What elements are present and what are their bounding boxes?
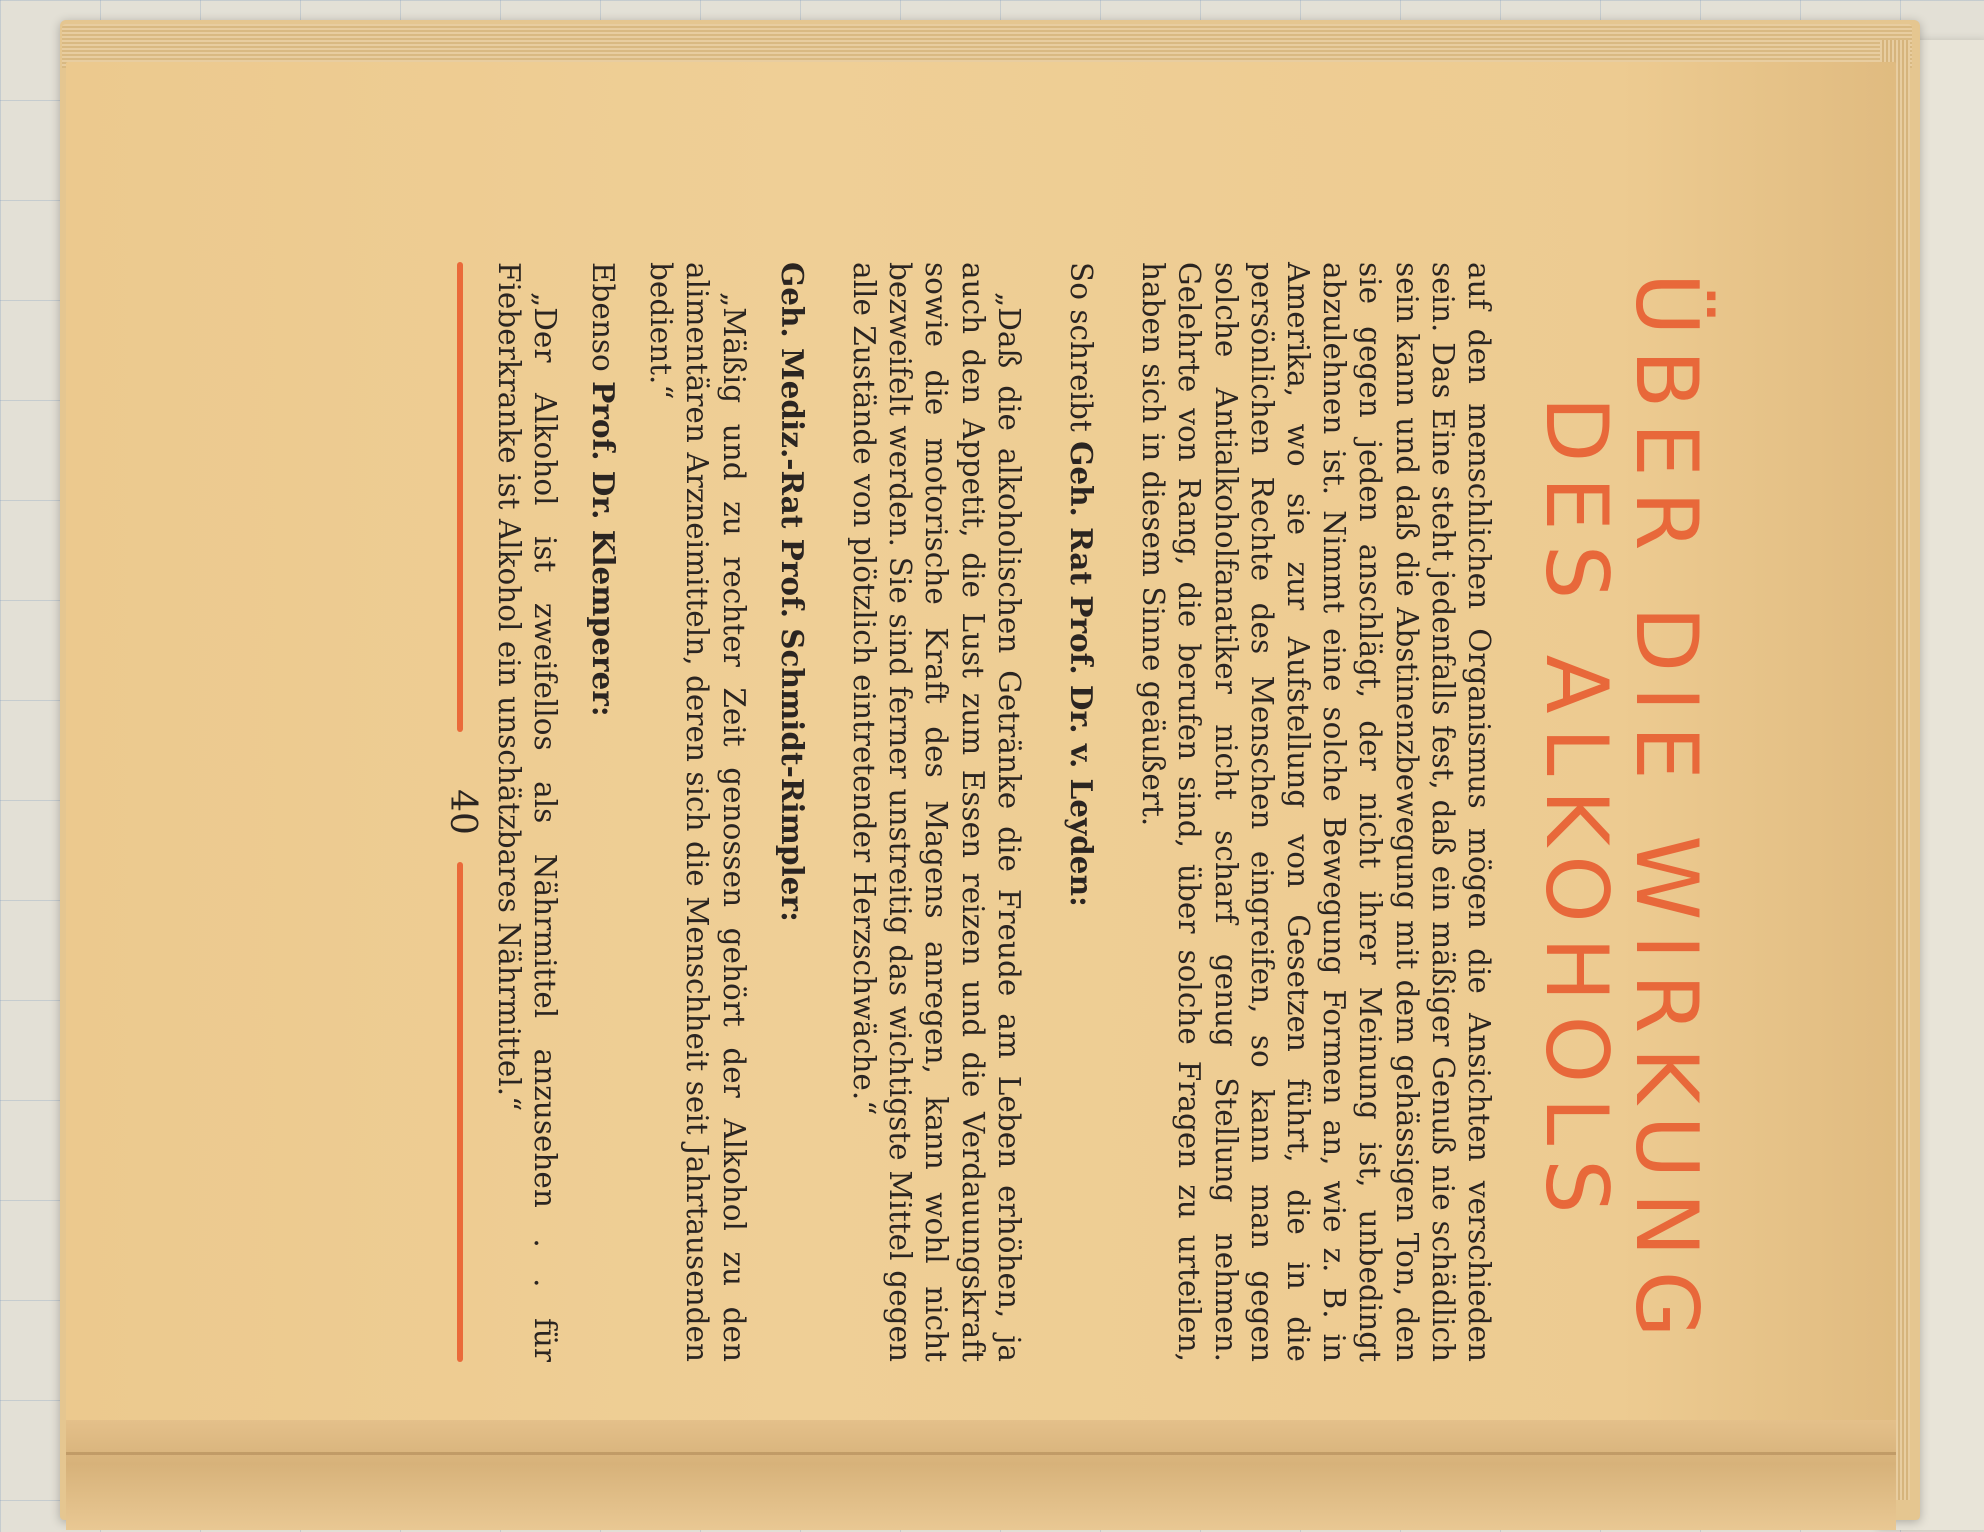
book-gutter <box>66 1420 1896 1530</box>
quote-leyden: „Daß die alkoholischen Getränke die Freude am Leben erhöhen, ja auch den Appetit, die Lust zum Essen reizen und die Verdauungskraft sowie die motorische Kraft des Magens anregen, kann wohl nicht bezweifelt werden. Sie sind ferner unstreitig das wichtigste Mittel gegen alle Zustände von plötzlich eintretender Herzschwäche.“ <box>846 262 1026 1362</box>
intro-prefix: So schreibt <box>1063 262 1098 442</box>
footer-rule-right <box>457 862 463 1362</box>
author-name-leyden: Geh. Rat Prof. Dr. v. Leyden: <box>1063 441 1099 907</box>
page-number: 40 <box>442 789 483 835</box>
quote-intro-klemperer <box>585 262 621 1362</box>
gutter-fold-line <box>66 1452 1896 1455</box>
intro-prefix-ebenso: Ebenso <box>585 262 620 382</box>
paragraph-intro: auf den menschlichen Organismus mögen die Ansichten verschieden sein. Das Eine steht jedenfalls fest, daß ein mäßiger Genuß nie schädlich sein kann und daß die Abstinenzbewegung mit dem gehässigen Ton, den sie gegen jeden anschlägt, der nicht ihrer Meinung ist, unbedingt abzulehnen ist. Nimmt eine solche Bewegung Formen an, wie z. B. in Amerika, wo sie zur Aufstellung von Gesetzen führt, die in die persönlichen Rechte des Menschen eingreifen, so kann man gegen solche Antialkoholfanatiker nicht scharf genug Stellung nehmen. Gelehrte von Rang, die berufen sind, über solche Fragen zu urteilen, haben sich in diesem Sinne geäußert. <box>1136 262 1496 1362</box>
footer-rule-left <box>457 262 463 732</box>
title-line-2: DES ALKOHOLS <box>1526 396 1626 1228</box>
footer-rule <box>441 262 481 1362</box>
page-title <box>1526 262 1716 1362</box>
quote-klemperer: „Der Alkohol ist zweifellos als Nährmittel anzusehen . . für Fieberkranke ist Alkohol ein unschätzbares Nährmittel.“ <box>491 262 562 1362</box>
quote-intro-schmidt-rimpler <box>774 262 810 1362</box>
body-text <box>490 262 1497 1362</box>
author-name-klemperer: Prof. Dr. Klemperer: <box>585 381 621 717</box>
title-line-1: ÜBER DIE WIRKUNG <box>1616 272 1716 1352</box>
quote-intro-leyden <box>1063 262 1099 1362</box>
quote-schmidt-rimpler: „Mäßig und zu rechter Zeit genossen gehört der Alkohol zu den alimentären Arzneimitteln, deren sich die Menschheit seit Jahrtausenden bedient.“ <box>644 262 751 1362</box>
rotated-page-content <box>271 262 1716 1362</box>
author-name-schmidt-rimpler: Geh. Mediz.-Rat Prof. Schmidt-Rimpler: <box>774 262 810 922</box>
